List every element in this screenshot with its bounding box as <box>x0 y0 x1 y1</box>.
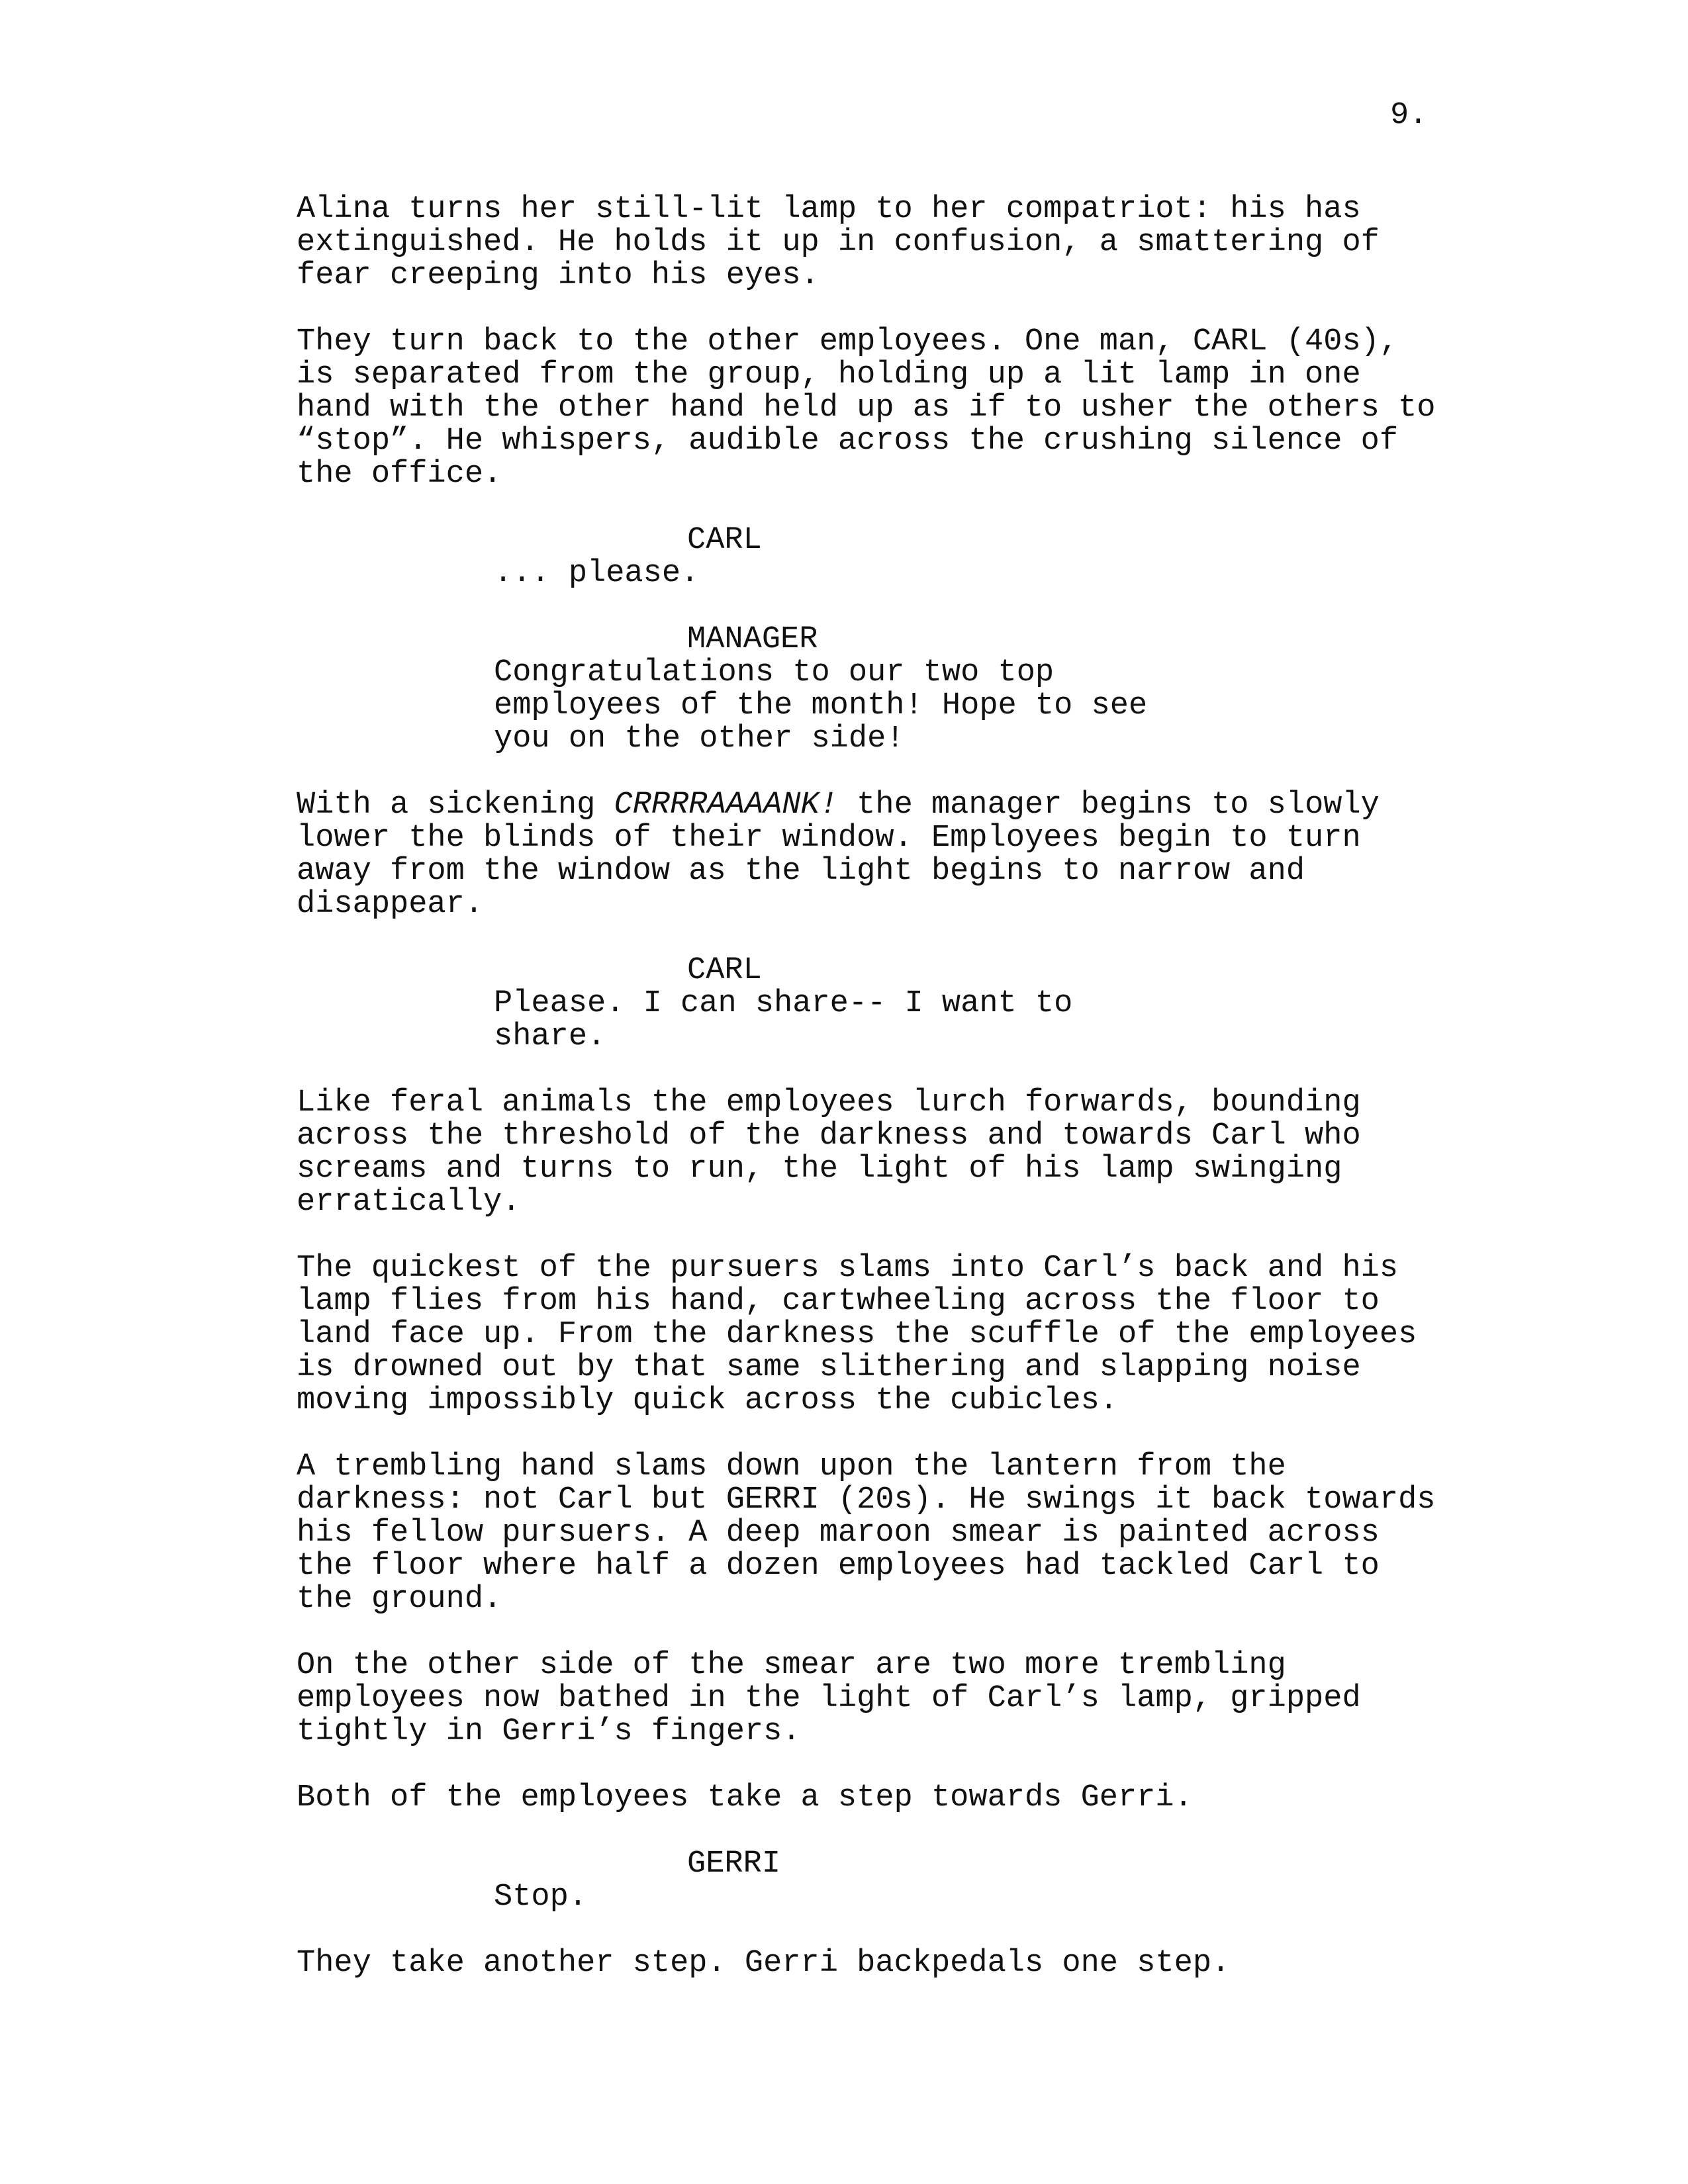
action-text: With a sickening <box>297 788 614 823</box>
dialogue-line: ... please. <box>494 556 700 591</box>
character-name: CARL <box>687 523 762 558</box>
character-name: CARL <box>687 953 762 988</box>
action-paragraph: Both of the employees take a step towards Gerri. <box>297 1780 1193 1815</box>
sound-effect: CRRRRAAAANK! <box>614 788 838 823</box>
action-paragraph <box>297 789 1488 921</box>
action-paragraph: They turn back to the other employees. One man, CARL (40s), is separated from the group, holding up a lit lamp in one hand with the other hand held up as if to usher the others to “stop”. He whispers, audible across the crushing silence of the office. <box>297 324 1436 492</box>
character-name: MANAGER <box>687 622 818 657</box>
character-name: GERRI <box>687 1846 781 1882</box>
dialogue-line: Please. I can share-- I want to share. <box>494 986 1073 1054</box>
action-paragraph: Alina turns her still-lit lamp to her compatriot: his has extinguished. He holds it up in confusion, a smattering of fear creeping into his eyes. <box>297 192 1380 293</box>
action-paragraph: The quickest of the pursuers slams into Carl’s back and his lamp flies from his hand, cartwheeling across the floor to land face up. From the darkness the scuffle of the employees is drowned out by that same slithering and slapping noise moving impossibly quick across the cubicles. <box>297 1251 1417 1418</box>
action-paragraph: On the other side of the smear are two more trembling employees now bathed in the light of Carl’s lamp, gripped tightly in Gerri’s fingers. <box>297 1648 1361 1749</box>
action-text: the manager begins to slowly lower the blinds of their window. Employees begin to turn away from the window as the light begins to narrow and disappear. <box>297 788 1380 922</box>
dialogue-line: Congratulations to our two top employees of the month! Hope to see you on the other side! <box>494 655 1148 756</box>
screenplay-body <box>297 193 1488 2013</box>
action-paragraph: Like feral animals the employees lurch forwards, bounding across the threshold of the darkness and towards Carl who screams and turns to run, the light of his lamp swinging erratically. <box>297 1085 1361 1220</box>
page-number: 9. <box>1390 98 1428 133</box>
dialogue-line: Stop. <box>494 1880 588 1915</box>
action-paragraph: A trembling hand slams down upon the lantern from the darkness: not Carl but GERRI (20s). He swings it back towards his fellow pursuers. A deep maroon smear is painted across the floor where half a dozen employees had tackled Carl to the ground. <box>297 1449 1436 1617</box>
action-paragraph: They take another step. Gerri backpedals one step. <box>297 1946 1231 1981</box>
